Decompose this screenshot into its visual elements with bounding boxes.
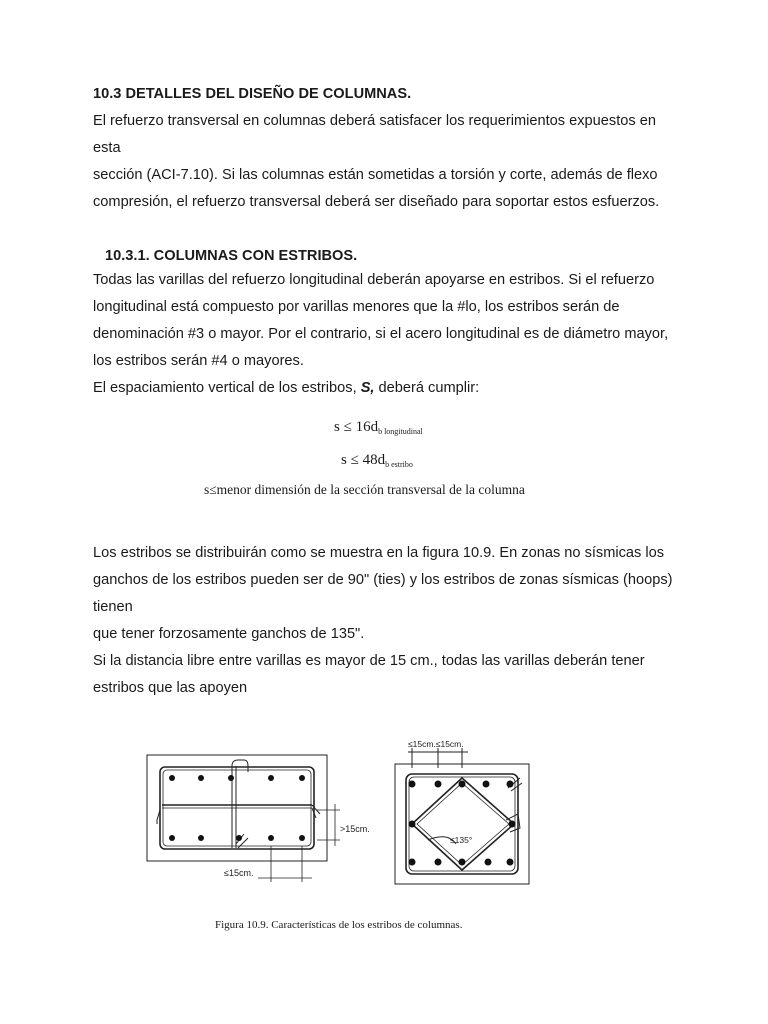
label-angle: ≤135° bbox=[450, 835, 473, 845]
paragraph-line: longitudinal está compuesto por varillas menores que la #lo, los estribos serán de bbox=[93, 299, 620, 315]
spacing-variable: S, bbox=[360, 380, 375, 396]
diamond-tie bbox=[412, 778, 514, 870]
paragraph-line: los estribos serán #4 o mayores. bbox=[93, 353, 304, 369]
paragraph-line: ganchos de los estribos pueden ser de 90" (ties) y los estribos de zonas sísmicas (hoops) bbox=[93, 572, 673, 588]
formula-3: s≤menor dimensión de la sección transversal de la columna bbox=[204, 482, 525, 497]
rebar bbox=[268, 775, 274, 781]
paragraph-line: El refuerzo transversal en columnas deberá satisfacer los requerimientos expuestos en bbox=[93, 113, 656, 129]
subsection-title: 10.3.1. COLUMNAS CON ESTRIBOS. bbox=[105, 248, 358, 264]
figure-caption: Figura 10.9. Características de los estribos de columnas. bbox=[215, 919, 463, 931]
paragraph-line: que tener forzosamente ganchos de 135". bbox=[93, 626, 365, 642]
paragraph-line: esta bbox=[93, 140, 121, 156]
figure-rectangular-column bbox=[140, 750, 390, 890]
paragraph-line: Todas las varillas del refuerzo longitudinal deberán apoyarse en estribos. Si el refuerzo bbox=[93, 272, 655, 288]
diamond-tie-inner bbox=[417, 783, 509, 865]
rebar bbox=[435, 859, 442, 866]
rebar bbox=[409, 859, 416, 866]
paragraph-line: compresión, el refuerzo transversal deberá ser diseñado para soportar estos esfuerzos. bbox=[93, 194, 660, 210]
spacing-tail-text: deberá cumplir: bbox=[374, 380, 480, 396]
rebar bbox=[169, 775, 175, 781]
rebar bbox=[435, 781, 442, 788]
outer-tie-inner bbox=[409, 777, 515, 871]
formula-2 bbox=[341, 452, 413, 469]
spacing-intro-text: El espaciamiento vertical de los estribos, bbox=[93, 380, 361, 396]
paragraph-line: Los estribos se distribuirán como se muestra en la figura 10.9. En zonas no sísmicas los bbox=[93, 545, 665, 561]
rebar bbox=[299, 835, 305, 841]
rebar bbox=[268, 835, 274, 841]
rebar bbox=[459, 781, 466, 788]
label-gt-15cm: >15cm. bbox=[340, 824, 370, 834]
rebar-group bbox=[409, 781, 516, 866]
rebar bbox=[198, 835, 204, 841]
rebar bbox=[483, 781, 490, 788]
formula-2-main: s ≤ 48d bbox=[341, 452, 386, 468]
rebar bbox=[509, 821, 516, 828]
paragraph-line: sección (ACI-7.10). Si las columnas están sometidas a torsión y corte, además de flexo bbox=[93, 167, 658, 183]
formula-1-main: s ≤ 16d bbox=[334, 419, 379, 435]
paragraph-line: tienen bbox=[93, 599, 133, 615]
rebar bbox=[228, 775, 234, 781]
rebar bbox=[169, 835, 175, 841]
rebar bbox=[409, 821, 416, 828]
section-title: 10.3 DETALLES DEL DISEÑO DE COLUMNAS. bbox=[93, 86, 412, 102]
formula-1 bbox=[334, 419, 423, 436]
paragraph-line: estribos que las apoyen bbox=[93, 680, 248, 696]
formula-2-sub: b estribo bbox=[385, 460, 413, 469]
rebar bbox=[507, 859, 514, 866]
spacing-intro bbox=[93, 380, 479, 396]
rebar bbox=[485, 859, 492, 866]
figure-square-column bbox=[388, 734, 538, 894]
rebar bbox=[459, 859, 466, 866]
rebar bbox=[507, 781, 514, 788]
rebar bbox=[299, 775, 305, 781]
label-top-spacing: ≤15cm.≤15cm. bbox=[408, 739, 464, 749]
rebar bbox=[236, 835, 242, 841]
label-le-15cm: ≤15cm. bbox=[224, 868, 254, 878]
paragraph-line: Si la distancia libre entre varillas es mayor de 15 cm., todas las varillas deberán tener bbox=[93, 653, 645, 669]
paragraph-line: denominación #3 o mayor. Por el contrario, si el acero longitudinal es de diámetro mayor, bbox=[93, 326, 669, 342]
rebar bbox=[409, 781, 416, 788]
formula-1-sub: b longitudinal bbox=[378, 427, 423, 436]
rebar bbox=[198, 775, 204, 781]
